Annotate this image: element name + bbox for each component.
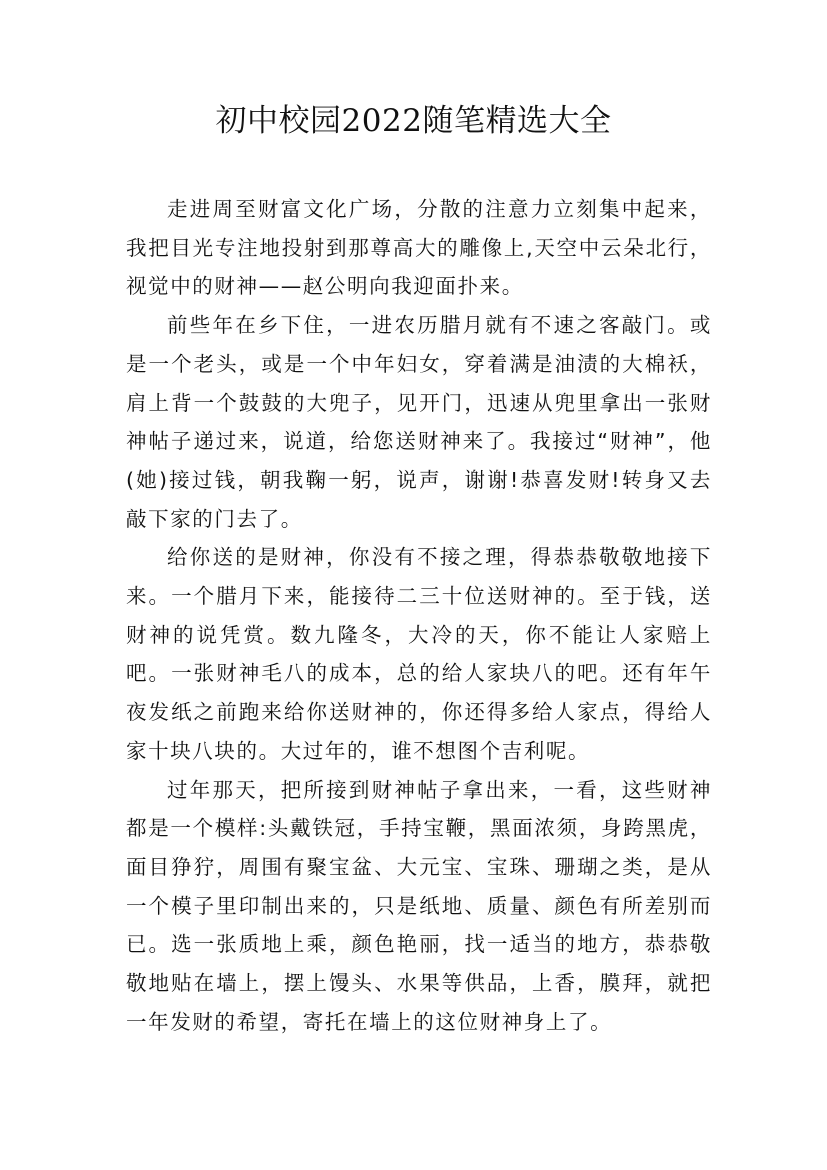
paragraph-3: 给你送的是财神，你没有不接之理，得恭恭敬敬地接下来。一个腊月下来，能接待二三十位送财神的。至于钱，送财神的说凭赏。数九隆冬，大冷的天，你不能让人家赔上吧。一张财神毛八的成本，总的给人家块八的吧。还有年午夜发纸之前跑来给你送财神的，你还得多给人家点，得给人家十块八块的。大过年的，谁不想图个吉利呢。 [126, 545, 712, 763]
document-title: 初中校园2022随笔精选大全 [215, 103, 612, 139]
paragraph-4: 过年那天，把所接到财神帖子拿出来，一看，这些财神都是一个模样:头戴铁冠，手持宝鞭，黑面浓须，身跨黑虎，面目狰狞，周围有聚宝盆、大元宝、宝珠、珊瑚之类，是从一个模子里印制出来的，只是纸地、质量、颜色有所差别而已。选一张质地上乘，颜色艳丽，找一适当的地方，恭恭敬敬地贴在墙上，摆上馒头、水果等供品，上香，膜拜，就把一年发财的希望，寄托在墙上的这位财神身上了。 [126, 777, 712, 1034]
document-body [126, 190, 712, 1041]
paragraph-2: 前些年在乡下住，一进农历腊月就有不速之客敲门。或是一个老头，或是一个中年妇女，穿着满是油渍的大棉袄，肩上背一个鼓鼓的大兜子，见开门，迅速从兜里拿出一张财神帖子递过来，说道，给您送财神来了。我接过“财神”，他(她)接过钱，朝我鞠一躬，说声，谢谢!恭喜发财!转身又去敲下家的门去了。 [126, 313, 712, 531]
paragraph-1: 走进周至财富文化广场，分散的注意力立刻集中起来，我把目光专注地投射到那尊高大的雕像上,天空中云朵北行，视觉中的财神——赵公明向我迎面扑来。 [126, 197, 712, 299]
